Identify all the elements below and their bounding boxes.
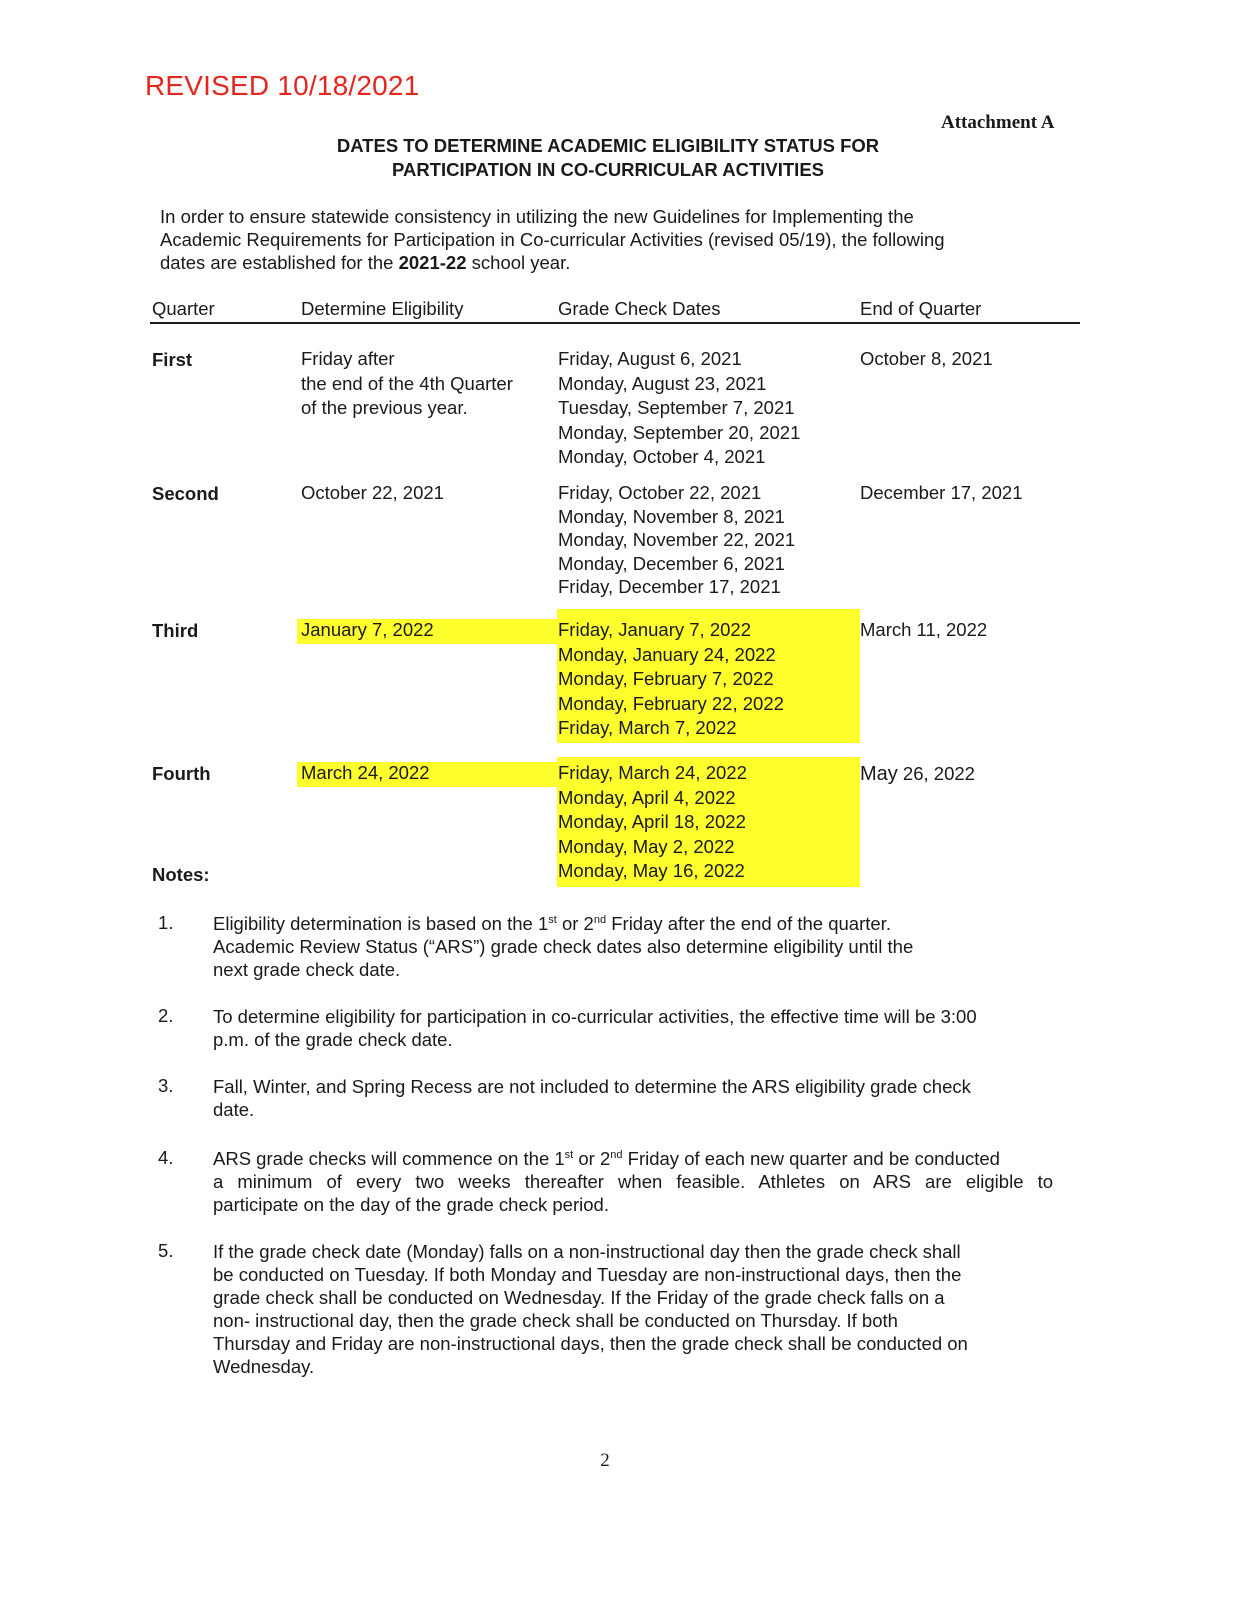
note-line: Academic Review Status (“ARS”) grade check dates also determine eligibility until the — [213, 936, 914, 957]
header-determine-eligibility: Determine Eligibility — [301, 298, 464, 319]
note-line: Wednesday. — [213, 1356, 315, 1377]
header-quarter: Quarter — [152, 298, 215, 319]
note-line: participate on the day of the grade check period. — [213, 1194, 609, 1215]
end-of-quarter — [860, 762, 975, 787]
grade-check-dates — [558, 347, 800, 470]
header-grade-check-dates: Grade Check Dates — [558, 298, 721, 319]
determine-line: of the previous year. — [301, 397, 468, 418]
notes-label: Notes: — [152, 864, 210, 885]
note-fragment: or 2 — [556, 913, 594, 934]
ordinal-suffix: st — [564, 1149, 574, 1161]
end-of-quarter: December 17, 2021 — [860, 482, 1023, 503]
intro-paragraph — [160, 205, 1040, 274]
note-fragment: Friday after the end of the quarter. — [606, 913, 891, 934]
intro-line-1: In order to ensure statewide consistency in utilizing the new Guidelines for Implementing the — [160, 206, 914, 227]
grade-check-date: Friday, March 24, 2022 — [558, 762, 747, 783]
grade-check-date: Monday, September 20, 2021 — [558, 421, 801, 443]
note-fragment: or 2 — [573, 1148, 611, 1169]
note-line: date. — [213, 1099, 255, 1120]
note-fragment: ARS grade checks will commence on the 1 — [213, 1148, 565, 1169]
intro-line-3-text: dates are established for the — [160, 252, 399, 273]
page-number: 2 — [600, 1450, 610, 1471]
end-of-quarter: October 8, 2021 — [860, 348, 993, 369]
revised-stamp: REVISED 10/18/2021 — [145, 70, 420, 101]
determine-line: Friday after — [301, 348, 395, 369]
grade-check-date: Monday, December 6, 2021 — [558, 552, 785, 574]
intro-line-2: Academic Requirements for Participation in Co-curricular Activities (revised 05/19), the following — [160, 229, 945, 250]
grade-check-date: Monday, February 7, 2022 — [558, 668, 774, 689]
note-number: 1. — [158, 912, 174, 933]
note-text — [213, 1075, 1053, 1121]
grade-check-date: Monday, April 18, 2022 — [558, 811, 746, 832]
grade-check-date: Friday, March 7, 2022 — [558, 717, 737, 738]
school-year: 2021-22 — [398, 252, 467, 273]
note-text — [213, 912, 1053, 981]
determine-line: the end of the 4th Quarter — [301, 372, 513, 394]
attachment-label: Attachment A — [941, 112, 1055, 133]
ordinal-suffix: st — [548, 914, 557, 926]
note-number: 4. — [158, 1147, 174, 1168]
note-line: Fall, Winter, and Spring Recess are not included to determine the ARS eligibility grade check — [213, 1076, 971, 1097]
ordinal-suffix: nd — [593, 914, 607, 926]
note-text — [213, 1147, 1053, 1216]
grade-check-date: Tuesday, September 7, 2021 — [558, 397, 795, 418]
quarter-name: Fourth — [152, 763, 211, 784]
note-line: p.m. of the grade check date. — [213, 1029, 453, 1050]
note-number: 3. — [158, 1075, 174, 1096]
grade-check-date: Monday, February 22, 2022 — [558, 692, 784, 714]
header-rule — [150, 322, 1080, 324]
grade-check-date: Friday, October 22, 2021 — [558, 482, 762, 503]
determine-eligibility — [301, 347, 513, 421]
grade-check-date: Monday, April 4, 2022 — [558, 786, 736, 808]
end-of-quarter: March 11, 2022 — [860, 619, 988, 640]
quarter-name: Second — [152, 483, 219, 504]
title-line-2: PARTICIPATION IN CO-CURRICULAR ACTIVITIES — [392, 159, 824, 180]
note-line: Thursday and Friday are non-instructional days, then the grade check shall be conducted on — [213, 1333, 968, 1354]
grade-check-date: Monday, May 16, 2022 — [558, 860, 745, 881]
page-title — [200, 134, 1016, 182]
grade-check-date: Monday, January 24, 2022 — [558, 643, 776, 665]
end-day-year: 26, 2022 — [897, 763, 975, 784]
note-line — [213, 1147, 1053, 1170]
note-number: 5. — [158, 1240, 174, 1261]
note-text — [213, 1240, 1053, 1378]
note-line: non- instructional day, then the grade check shall be conducted on Thursday. If both — [213, 1310, 898, 1331]
quarter-name: First — [152, 349, 193, 370]
grade-check-date: Monday, May 2, 2022 — [558, 835, 735, 857]
grade-check-date: Monday, October 4, 2021 — [558, 446, 766, 467]
ordinal-suffix: nd — [610, 1149, 623, 1161]
quarter-name: Third — [152, 620, 199, 641]
grade-check-date: Friday, January 7, 2022 — [558, 619, 751, 640]
grade-check-date: Monday, November 22, 2021 — [558, 529, 796, 550]
determine-eligibility: March 24, 2022 — [301, 762, 430, 783]
note-number: 2. — [158, 1005, 174, 1026]
note-line: next grade check date. — [213, 959, 401, 980]
note-line: To determine eligibility for participation in co-curricular activities, the effective time will be 3:00 — [213, 1006, 977, 1027]
grade-check-dates — [558, 761, 747, 884]
note-fragment: Eligibility determination is based on the 1 — [213, 913, 549, 934]
note-text — [213, 1005, 1053, 1051]
note-line — [213, 912, 1053, 935]
grade-check-dates — [558, 481, 795, 599]
header-end-of-quarter: End of Quarter — [860, 298, 982, 319]
end-month: May — [860, 763, 898, 785]
intro-line-3 — [160, 251, 1040, 274]
determine-eligibility: January 7, 2022 — [301, 619, 434, 640]
determine-eligibility: October 22, 2021 — [301, 482, 444, 503]
title-line-1: DATES TO DETERMINE ACADEMIC ELIGIBILITY STATUS FOR — [336, 135, 880, 156]
note-line: If the grade check date (Monday) falls on a non-instructional day then the grade check shall — [213, 1241, 961, 1262]
grade-check-dates — [558, 618, 784, 741]
note-line: grade check shall be conducted on Wednesday. If the Friday of the grade check falls on a — [213, 1287, 945, 1308]
grade-check-date: Friday, December 17, 2021 — [558, 576, 781, 597]
grade-check-date: Friday, August 6, 2021 — [558, 348, 742, 369]
grade-check-date: Monday, November 8, 2021 — [558, 505, 785, 527]
note-fragment: Friday of each new quarter and be conducted — [622, 1148, 1000, 1169]
grade-check-date: Monday, August 23, 2021 — [558, 372, 767, 394]
intro-line-3-end: school year. — [466, 252, 571, 273]
note-line: a minimum of every two weeks thereafter when feasible. Athletes on ARS are eligible to — [213, 1171, 1053, 1192]
note-line: be conducted on Tuesday. If both Monday and Tuesday are non-instructional days, then the — [213, 1264, 962, 1285]
